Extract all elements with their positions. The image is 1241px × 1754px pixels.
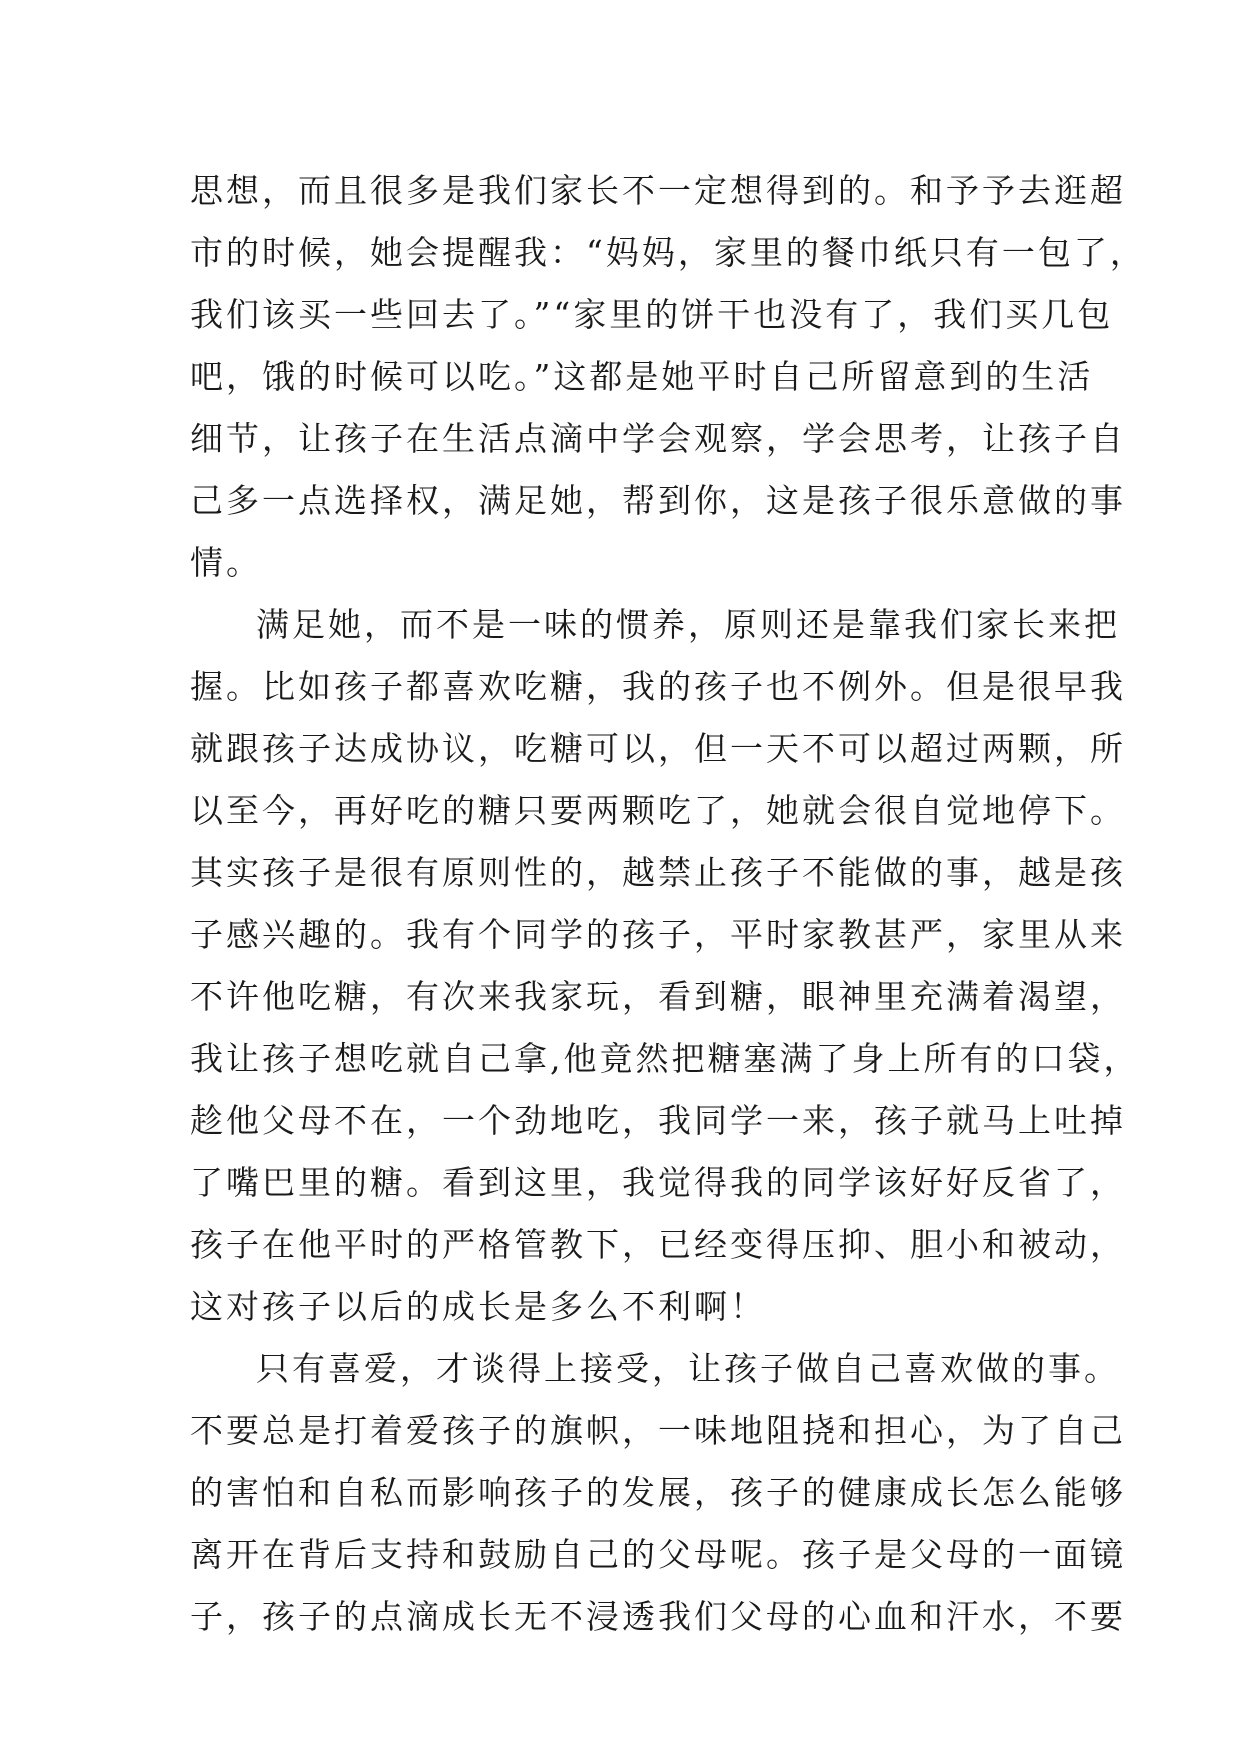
text-line: 这对孩子以后的成长是多么不利啊！ xyxy=(190,1287,766,1326)
text-line: 子，孩子的点滴成长无不浸透我们父母的心血和汗水，不要 xyxy=(190,1597,1126,1636)
text-line: 孩子在他平时的严格管教下，已经变得压抑、胆小和被动， xyxy=(190,1225,1126,1264)
text-line-indented: 只有喜爱，才谈得上接受，让孩子做自己喜欢做的事。 xyxy=(256,1349,1120,1388)
text-line: 不许他吃糖，有次来我家玩，看到糖，眼神里充满着渴望， xyxy=(190,977,1126,1016)
paragraph-2 xyxy=(190,594,1140,1338)
text-line: 吧，饿的时候可以吃。”这都是她平时自己所留意到的生活 xyxy=(190,357,1094,396)
text-line: 握。比如孩子都喜欢吃糖，我的孩子也不例外。但是很早我 xyxy=(190,667,1126,706)
text-line: 的害怕和自私而影响孩子的发展，孩子的健康成长怎么能够 xyxy=(190,1473,1126,1512)
text-line: 就跟孩子达成协议，吃糖可以，但一天不可以超过两颗，所 xyxy=(190,729,1126,768)
text-line-indented: 满足她，而不是一味的惯养，原则还是靠我们家长来把 xyxy=(256,605,1120,644)
text-line: 以至今，再好吃的糖只要两颗吃了，她就会很自觉地停下。 xyxy=(190,791,1126,830)
text-line: 细节，让孩子在生活点滴中学会观察，学会思考，让孩子自 xyxy=(190,419,1126,458)
document-page xyxy=(190,160,1146,1648)
paragraph-1 xyxy=(190,160,1146,594)
text-line: 我让孩子想吃就自己拿,他竟然把糖塞满了身上所有的口袋， xyxy=(190,1039,1140,1078)
text-line: 子感兴趣的。我有个同学的孩子，平时家教甚严，家里从来 xyxy=(190,915,1126,954)
text-line: 思想，而且很多是我们家长不一定想得到的。和予予去逛超 xyxy=(190,171,1126,210)
text-line: 市的时候，她会提醒我：“妈妈，家里的餐巾纸只有一包了， xyxy=(190,233,1146,272)
text-line: 己多一点选择权，满足她，帮到你，这是孩子很乐意做的事 xyxy=(190,481,1126,520)
text-line: 趁他父母不在，一个劲地吃，我同学一来，孩子就马上吐掉 xyxy=(190,1101,1126,1140)
text-line: 其实孩子是很有原则性的，越禁止孩子不能做的事，越是孩 xyxy=(190,853,1126,892)
text-line: 情。 xyxy=(190,543,262,582)
text-line: 了嘴巴里的糖。看到这里，我觉得我的同学该好好反省了， xyxy=(190,1163,1126,1202)
paragraph-3 xyxy=(190,1338,1126,1648)
text-line: 我们该买一些回去了。”“家里的饼干也没有了，我们买几包 xyxy=(190,295,1114,334)
text-line: 离开在背后支持和鼓励自己的父母呢。孩子是父母的一面镜 xyxy=(190,1535,1126,1574)
text-line: 不要总是打着爱孩子的旗帜，一味地阻挠和担心，为了自己 xyxy=(190,1411,1126,1450)
